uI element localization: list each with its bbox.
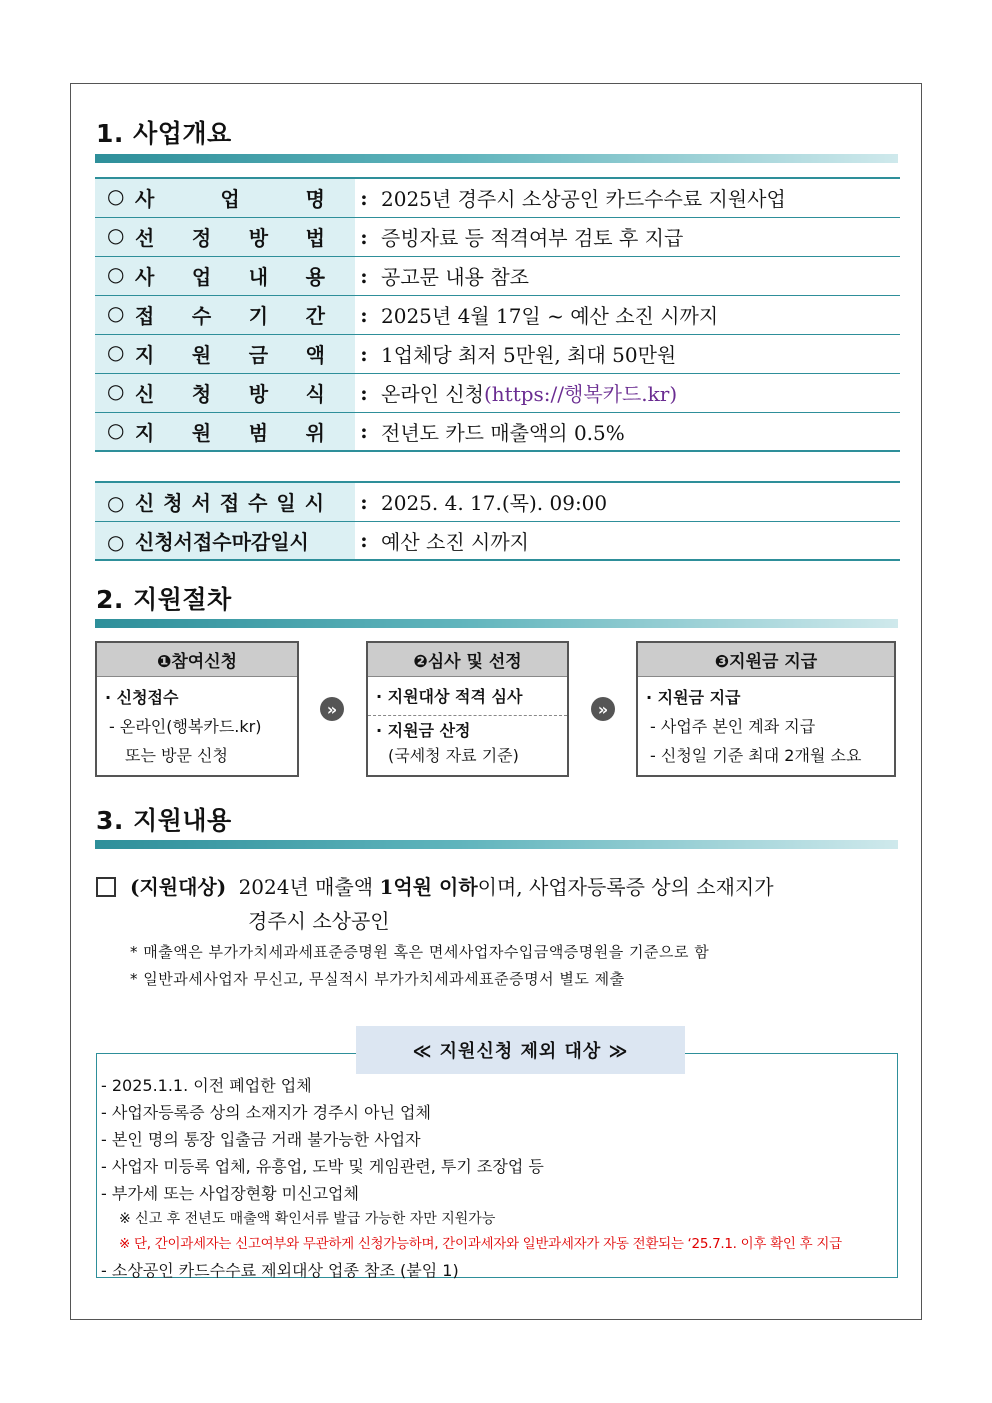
row-value: 공고문 내용 참조	[381, 265, 529, 289]
row-label-char: 법	[305, 226, 325, 250]
target-label: (지원대상)	[130, 875, 227, 899]
row-value: 증빙자료 등 적격여부 검토 후 지급	[381, 226, 684, 250]
step-2-head: ❷심사 및 선정	[368, 643, 567, 677]
step-2-line-2: · 지원금 산정	[376, 721, 471, 740]
circle-bullet-icon: ○	[107, 262, 125, 286]
exclusion-note-1: ※ 신고 후 전년도 매출액 확인서류 발급 가능한 자만 지원가능	[119, 1211, 496, 1227]
schedule-table	[95, 481, 900, 561]
target-text-2: 이며, 사업자등록증 상의 소재지가	[477, 875, 774, 899]
row-value	[373, 373, 900, 412]
row-label-char: 범	[248, 420, 269, 445]
schedule-value-end: 예산 소진 시까지	[381, 529, 529, 554]
target-text-3: 경주시 소상공인	[248, 909, 390, 933]
row-label-char: 방	[248, 226, 269, 250]
row-label-char: 신	[135, 382, 155, 406]
schedule-row-end	[95, 521, 900, 560]
section-2-title: 2. 지원절차	[96, 585, 232, 614]
row-value: 1업체당 최저 5만원, 최대 50만원	[381, 343, 677, 367]
circle-bullet-icon: ○	[107, 417, 125, 442]
row-label-char: 용	[305, 265, 325, 289]
website-link[interactable]: (https://행복카드.kr)	[483, 382, 678, 406]
overview-row	[95, 295, 900, 334]
step-1-line-3: 또는 방문 신청	[125, 746, 228, 765]
exclusion-item: - 부가세 또는 사업장현황 미신고업체	[101, 1184, 359, 1203]
note-2: * 일반과세사업자 무신고, 무실적시 부가가치세과세표준증명서 별도 제출	[130, 970, 625, 988]
overview-row	[95, 256, 900, 295]
step-1-head: ❶참여신청	[97, 643, 297, 677]
colon: :	[355, 178, 373, 217]
circle-bullet-icon: ○	[107, 301, 125, 325]
row-label-char: 선	[135, 226, 155, 250]
circle-bullet-icon: ○	[107, 491, 125, 516]
row-label	[135, 300, 325, 329]
section-2-bar	[95, 619, 898, 628]
schedule-row-start	[95, 482, 900, 521]
row-label-char: 원	[191, 420, 212, 445]
overview-row	[95, 412, 900, 451]
colon: :	[355, 217, 373, 256]
exclusion-title: ≪ 지원신청 제외 대상 ≫	[356, 1026, 685, 1074]
step-3-line-2: - 사업주 본인 계좌 지급	[650, 717, 816, 736]
row-label	[135, 339, 325, 368]
row-label-char: 사	[135, 187, 155, 212]
overview-row	[95, 373, 900, 412]
section-1-bar	[95, 154, 898, 163]
support-target	[96, 870, 896, 938]
exclusion-item: - 사업자등록증 상의 소재지가 경주시 아닌 업체	[101, 1103, 431, 1122]
row-label	[135, 378, 325, 407]
arrow-right-icon: »	[320, 697, 344, 721]
row-label-char: 기	[248, 304, 269, 328]
row-label	[135, 417, 325, 446]
checkbox-icon	[96, 877, 116, 897]
exclusion-item: - 사업자 미등록 업체, 유흥업, 도박 및 게임관련, 투기 조장업 등	[101, 1157, 544, 1176]
row-label-char: 원	[191, 343, 212, 367]
step-3-line-3: - 신청일 기준 최대 2개월 소요	[650, 746, 862, 765]
section-3-title: 3. 지원내용	[96, 806, 232, 835]
step-2-box	[366, 641, 569, 777]
row-label-char: 간	[305, 304, 325, 328]
row-label-char: 수	[191, 304, 212, 328]
row-label-char: 청	[191, 382, 212, 406]
colon: :	[355, 482, 373, 521]
step-1-box	[95, 641, 299, 777]
circle-bullet-icon: ○	[107, 529, 125, 554]
overview-row	[95, 334, 900, 373]
exclusion-box	[96, 1053, 898, 1278]
row-value: 전년도 카드 매출액의 0.5%	[381, 420, 625, 445]
row-value-text: 온라인 신청	[381, 382, 484, 406]
row-value: 2025년 4월 17일 ~ 예산 소진 시까지	[381, 304, 719, 328]
step-3-line-1: · 지원금 지급	[646, 688, 741, 707]
row-label-char: 액	[305, 343, 325, 367]
exclusion-item: - 본인 명의 통장 입출금 거래 불가능한 사업자	[101, 1130, 421, 1149]
colon: :	[355, 334, 373, 373]
row-label-char: 접	[135, 304, 155, 328]
colon: :	[355, 295, 373, 334]
row-label-char: 지	[135, 420, 155, 445]
row-label-char: 사	[135, 265, 155, 289]
overview-row	[95, 178, 900, 217]
colon: :	[355, 256, 373, 295]
target-text-1: 2024년 매출액	[238, 875, 380, 899]
circle-bullet-icon: ○	[107, 379, 125, 403]
colon: :	[355, 412, 373, 451]
step-2-line-1: · 지원대상 적격 심사	[368, 677, 567, 716]
row-label-char: 식	[305, 382, 325, 406]
exclusion-note-2: ※ 단, 간이과세자는 신고여부와 무관하게 신청가능하며, 간이과세자와 일반과세자가 자동 전환되는 ‘25.7.1. 이후 확인 후 지급	[119, 1236, 842, 1252]
circle-bullet-icon: ○	[107, 223, 125, 247]
exclusion-item: - 2025.1.1. 이전 폐업한 업체	[101, 1076, 312, 1095]
overview-table	[95, 177, 900, 452]
note-1: * 매출액은 부가가치세과세표준증명원 혹은 면세사업자수입금액증명원을 기준으로 함	[130, 943, 710, 961]
schedule-label-start: 신 청 서 접 수 일 시	[135, 491, 326, 516]
row-label-char: 방	[248, 382, 269, 406]
row-label-char: 금	[248, 343, 269, 367]
section-1-title: 1. 사업개요	[96, 119, 232, 148]
row-label-char: 지	[135, 343, 155, 367]
colon: :	[355, 521, 373, 560]
target-bold: 1억원 이하	[379, 875, 478, 899]
row-label-char: 업	[191, 265, 212, 289]
circle-bullet-icon: ○	[107, 340, 125, 364]
step-3-head: ❸지원금 지급	[638, 643, 894, 677]
row-label-char: 내	[248, 265, 269, 289]
row-label-char: 명	[305, 187, 325, 212]
step-2-line-3: (국세청 자료 기준)	[388, 746, 519, 765]
row-label-char: 정	[191, 226, 212, 250]
step-1-line-2: - 온라인(행복카드.kr)	[109, 717, 262, 736]
schedule-value-start: 2025. 4. 17.(목). 09:00	[381, 491, 608, 516]
row-value: 2025년 경주시 소상공인 카드수수료 지원사업	[381, 187, 786, 212]
row-label-char: 업	[220, 187, 240, 212]
step-3-box	[636, 641, 896, 777]
exclusion-last: - 소상공인 카드수수료 제외대상 업종 참조 (붙임 1)	[101, 1261, 459, 1280]
row-label-char: 위	[305, 420, 325, 445]
arrow-right-icon: »	[591, 697, 615, 721]
row-label	[135, 222, 325, 251]
step-1-line-1: · 신청접수	[105, 688, 179, 707]
colon: :	[355, 373, 373, 412]
schedule-label-end: 신청서접수마감일시	[135, 529, 309, 554]
overview-row	[95, 217, 900, 256]
row-label	[135, 261, 325, 290]
row-label	[135, 183, 325, 212]
section-3-bar	[95, 840, 898, 849]
circle-bullet-icon: ○	[107, 184, 125, 209]
